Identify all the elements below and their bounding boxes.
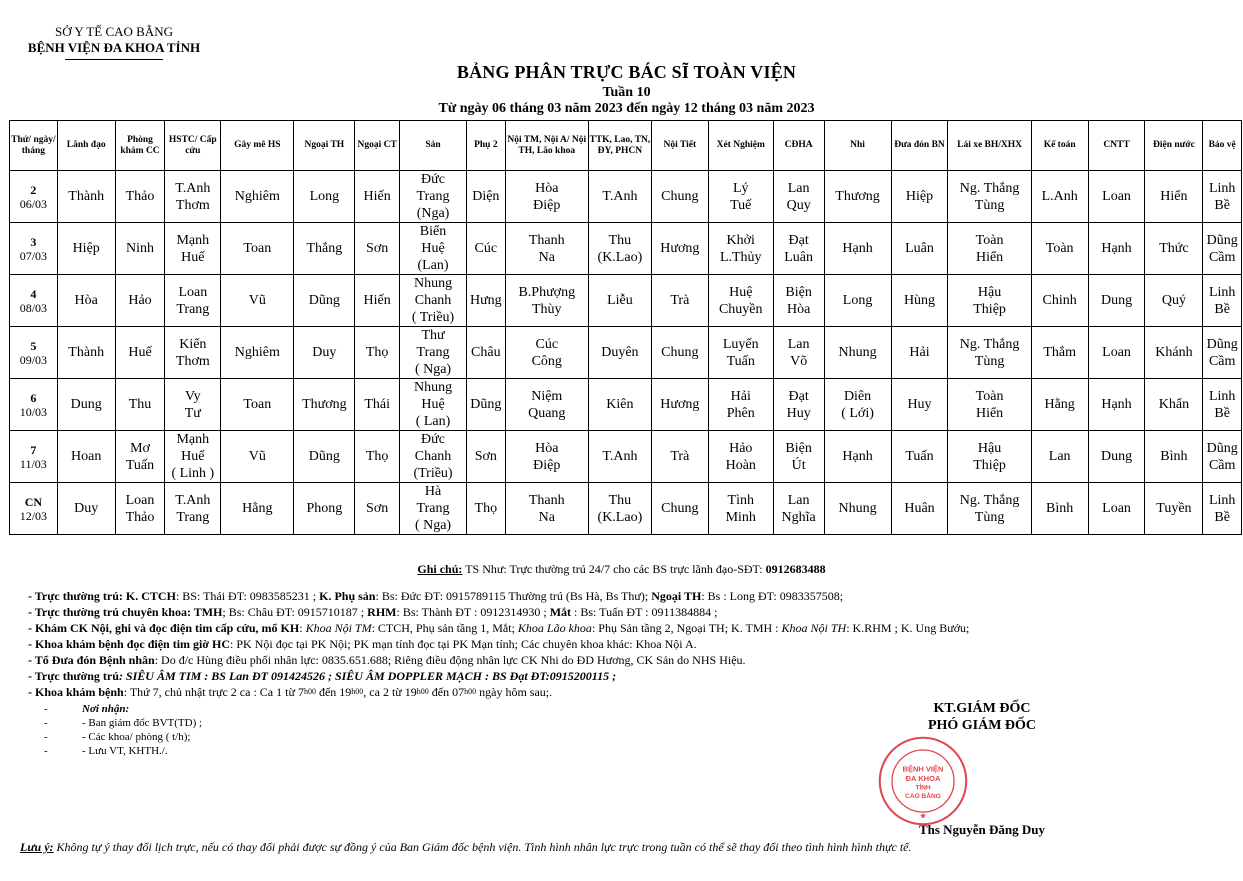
duty-cell: Kiển Thơm: [165, 327, 221, 379]
duty-cell: Thanh Na: [505, 223, 588, 275]
duty-cell: Mơ Tuấn: [115, 431, 165, 483]
duty-cell: Biện Út: [773, 431, 824, 483]
duty-cell: Toàn Hiển: [948, 223, 1031, 275]
duty-cell: Diên ( Lới): [824, 379, 891, 431]
note-7f: ngày hôm sau;.: [476, 685, 553, 699]
duty-cell: Sơn: [355, 483, 400, 535]
duty-cell: Hòa Điệp: [505, 171, 588, 223]
note-line-7: [28, 685, 552, 699]
note-line-2: [28, 605, 717, 619]
duty-cell: Chung: [651, 171, 708, 223]
duty-cell: Thương: [294, 379, 355, 431]
column-header: Ngoại TH: [294, 121, 355, 171]
weekday: 4: [30, 286, 37, 301]
note-6a: - Trực thường trú: [28, 669, 119, 683]
duty-cell: Hùng: [891, 275, 948, 327]
note-3b: :: [299, 621, 306, 635]
duty-cell: Loan Trang: [165, 275, 221, 327]
duty-cell: Chung: [651, 327, 708, 379]
column-header: Ngoại CT: [355, 121, 400, 171]
column-header: Điện nước: [1145, 121, 1203, 171]
duty-cell: Hảo: [115, 275, 165, 327]
duty-cell: Huế: [115, 327, 165, 379]
duty-cell: Tình Minh: [708, 483, 773, 535]
duty-cell: Hương: [651, 379, 708, 431]
table-row: [10, 327, 1242, 379]
note-3g: Khoa Nội TH: [781, 621, 847, 635]
note-7e: đến 07: [428, 685, 465, 699]
duty-cell: Cúc Công: [505, 327, 588, 379]
duty-cell: Thư Trang ( Nga): [400, 327, 467, 379]
hospital-name: BỆNH VIỆN ĐA KHOA TỈNH: [27, 40, 201, 55]
footer-label: Lưu ý:: [20, 840, 54, 854]
note-2d: : Bs: Thành ĐT : 0912314930 ;: [396, 605, 550, 619]
header-divider: [65, 59, 163, 60]
duty-cell: Chung: [651, 483, 708, 535]
date: 12/03: [19, 508, 48, 523]
duty-cell: Thắng: [294, 223, 355, 275]
footer-note: [20, 840, 912, 855]
table-row: [10, 379, 1242, 431]
duty-cell: Hạnh: [1088, 379, 1145, 431]
recipient-item: - Lưu VT, KHTH./.: [82, 745, 168, 757]
note-4b: : PK Nội đọc tại PK Nội; PK mạn tính đọc tại PK Mạn tính; Các chuyên khoa khác: Khoa Nội A.: [230, 637, 697, 651]
duty-cell: Hải: [891, 327, 948, 379]
day-cell: [10, 275, 58, 327]
column-header: Nhi: [824, 121, 891, 171]
seal-text-2: ĐA KHOA: [905, 774, 941, 783]
note-line-3: [28, 621, 969, 635]
duty-cell: Kiên: [588, 379, 651, 431]
duty-cell: Đức Trang (Nga): [400, 171, 467, 223]
recipient-item: - Ban giám đốc BVT(TD) ;: [82, 717, 203, 729]
duty-cell: Dũng: [294, 431, 355, 483]
duty-cell: Vũ: [221, 431, 294, 483]
column-header: Kế toán: [1031, 121, 1088, 171]
note-3a: - Khám CK Nội, ghi và đọc điện tim cấp cứu, mổ KH: [28, 621, 300, 635]
duty-cell: Lan Quy: [773, 171, 824, 223]
recipients-block: [44, 702, 202, 758]
note-2f: : Bs: Tuấn ĐT : 0911384884 ;: [571, 605, 718, 619]
column-header: Phòng khám CC: [115, 121, 165, 171]
duty-cell: Ng. Thắng Tùng: [948, 171, 1031, 223]
day-cell: [10, 431, 58, 483]
duty-cell: Thọ: [355, 327, 400, 379]
note-line-5: [28, 653, 746, 667]
column-header: Nội TM, Nội A/ Nội TH, Lão khoa: [505, 121, 588, 171]
duty-cell: Ng. Thắng Tùng: [948, 327, 1031, 379]
duty-cell: Toan: [221, 223, 294, 275]
column-header: Gây mê HS: [221, 121, 294, 171]
weekday: 6: [30, 390, 37, 405]
duty-cell: T.Anh Thơm: [165, 171, 221, 223]
svg-text:★: ★: [919, 810, 927, 821]
weekday: 7: [30, 442, 37, 457]
duty-cell: Sơn: [467, 431, 506, 483]
footer-text: Không tự ý thay đổi lịch trực, nếu có thay đổi phải được sự đồng ý của Ban Giám đốc bệnh viện. Tình hình nhân lực trực trong tuần có thể sẽ thay đổi theo tình hình hình thực tế.: [53, 840, 912, 854]
duty-cell: Duy: [294, 327, 355, 379]
recipient-dash: -: [44, 717, 48, 729]
duty-cell: Loan: [1088, 171, 1145, 223]
seal-text-3: TỈNH: [915, 784, 931, 792]
duty-cell: Trà: [651, 431, 708, 483]
weekday: CN: [24, 494, 43, 509]
duty-cell: Linh Bề: [1203, 171, 1242, 223]
duty-cell: Liễu: [588, 275, 651, 327]
ghichu-phone: 0912683488: [765, 562, 826, 576]
note-line-4: [28, 637, 697, 651]
column-header: Thứ/ ngày/ tháng: [10, 121, 58, 171]
duty-cell: Phong: [294, 483, 355, 535]
note-7-sup3: h00: [416, 687, 429, 696]
column-header: TTK, Lao, TN, ĐY, PHCN: [588, 121, 651, 171]
duty-cell: Thắm: [1031, 327, 1088, 379]
duty-cell: Hằng: [221, 483, 294, 535]
column-header: Lái xe BH/XHX: [948, 121, 1031, 171]
table-body: [10, 171, 1242, 535]
duty-cell: Nhung Huệ ( Lan): [400, 379, 467, 431]
duty-cell: Toàn: [1031, 223, 1088, 275]
duty-cell: Hậu Thiệp: [948, 275, 1031, 327]
title-block: [0, 62, 1243, 117]
day-cell: [10, 483, 58, 535]
duty-cell: Nghiêm: [221, 327, 294, 379]
duty-cell: Huy: [891, 379, 948, 431]
duty-cell: Hòa Điệp: [505, 431, 588, 483]
duty-cell: Hảo Hoàn: [708, 431, 773, 483]
duty-cell: Khánh: [1145, 327, 1203, 379]
duty-cell: Biện Hòa: [773, 275, 824, 327]
duty-cell: Thái: [355, 379, 400, 431]
column-header: Bảo vệ: [1203, 121, 1242, 171]
note-2b: ; Bs: Châu ĐT: 0915710187 ;: [222, 605, 368, 619]
duty-cell: Thu (K.Lao): [588, 483, 651, 535]
day-cell: [10, 327, 58, 379]
column-header: CNTT: [1088, 121, 1145, 171]
duty-cell: Hằng: [1031, 379, 1088, 431]
date: 06/03: [19, 196, 48, 211]
signer-name: Ths Nguyễn Đăng Duy: [918, 822, 1046, 837]
duty-cell: Hoan: [57, 431, 115, 483]
duty-cell: Biển Huệ (Lan): [400, 223, 467, 275]
ghichu-line: [0, 562, 1243, 577]
duty-cell: Linh Bề: [1203, 275, 1242, 327]
duty-cell: Dũng Cầm: [1203, 431, 1242, 483]
duty-cell: Lý Tuế: [708, 171, 773, 223]
column-header: Phụ 2: [467, 121, 506, 171]
note-line-1: [28, 589, 843, 603]
duty-cell: Luân: [891, 223, 948, 275]
note-7-sup1: h00: [303, 687, 316, 696]
table-row: [10, 431, 1242, 483]
note-6b: : SIÊU ÂM TIM : BS Lan ĐT 091424526 ; SIÊU ÂM DOPPLER MẠCH : BS Đạt ĐT:0915200115 ;: [118, 669, 617, 683]
duty-cell: Toan: [221, 379, 294, 431]
duty-cell: Dũng Cầm: [1203, 223, 1242, 275]
duty-cell: Hưng: [467, 275, 506, 327]
duty-cell: Thu: [115, 379, 165, 431]
column-header: HSTC/ Cấp cứu: [165, 121, 221, 171]
duty-cell: Lan Nghĩa: [773, 483, 824, 535]
duty-cell: B.Phượng Thùy: [505, 275, 588, 327]
date-range: Từ ngày 06 tháng 03 năm 2023 đến ngày 12 tháng 03 năm 2023: [438, 101, 815, 116]
column-header: Nội Tiết: [651, 121, 708, 171]
duty-cell: Nhung: [824, 327, 891, 379]
duty-cell: Hòa: [57, 275, 115, 327]
recipient-dash: -: [44, 703, 48, 715]
note-2c: RHM: [367, 605, 397, 619]
duty-cell: Ng. Thắng Tùng: [948, 483, 1031, 535]
note-4a: - Khoa khám bệnh đọc điện tim giờ HC: [28, 637, 231, 651]
duty-cell: Đạt Huy: [773, 379, 824, 431]
duty-cell: Dung: [1088, 431, 1145, 483]
duty-cell: Hà Trang ( Nga): [400, 483, 467, 535]
duty-cell: Thọ: [355, 431, 400, 483]
duty-cell: Long: [294, 171, 355, 223]
note-7c: đến 19: [315, 685, 352, 699]
note-2e: Mắt: [549, 605, 572, 619]
duty-cell: Hiến: [355, 275, 400, 327]
table-row: [10, 483, 1242, 535]
duty-cell: Loan: [1088, 327, 1145, 379]
date: 11/03: [19, 456, 47, 471]
note-7-sup4: h00: [464, 687, 477, 696]
duty-cell: Hương: [651, 223, 708, 275]
date: 08/03: [19, 300, 48, 315]
duty-cell: Nghiêm: [221, 171, 294, 223]
duty-cell: Nhung Chanh ( Triều): [400, 275, 467, 327]
recipient-item: - Các khoa/ phòng ( t/h);: [82, 731, 191, 743]
duty-cell: Quý: [1145, 275, 1203, 327]
note-3e: Khoa Lão khoa: [517, 621, 592, 635]
note-1b: : BS: Thái ĐT: 0983585231 ;: [175, 589, 320, 603]
duty-cell: Hạnh: [824, 431, 891, 483]
duty-cell: Nhung: [824, 483, 891, 535]
department-name: SỞ Y TẾ CAO BẰNG: [55, 24, 173, 39]
hospital-seal-icon: [876, 734, 970, 828]
note-7a: - Khoa khám bệnh: [28, 685, 124, 699]
duty-cell: Bình: [1145, 431, 1203, 483]
duty-cell: Tuyền: [1145, 483, 1203, 535]
duty-cell: Chinh: [1031, 275, 1088, 327]
note-7-sup2: h00: [351, 687, 364, 696]
duty-cell: Thảo: [115, 171, 165, 223]
duty-cell: Hạnh: [1088, 223, 1145, 275]
duty-cell: Toàn Hiển: [948, 379, 1031, 431]
duty-cell: Hạnh: [824, 223, 891, 275]
duty-cell: Khởi L.Thủy: [708, 223, 773, 275]
duty-cell: Đạt Luân: [773, 223, 824, 275]
duty-cell: Linh Bề: [1203, 483, 1242, 535]
date: 10/03: [19, 404, 48, 419]
note-3d: : CTCH, Phụ sản tầng 1, Mắt;: [371, 621, 518, 635]
duty-cell: Huệ Chuyền: [708, 275, 773, 327]
signature-title: KT.GIÁM ĐỐC: [933, 701, 1031, 716]
duty-cell: Hiến: [355, 171, 400, 223]
column-header: Xét Nghiệm: [708, 121, 773, 171]
column-header: Đưa đón BN: [891, 121, 948, 171]
duty-cell: Dũng Cầm: [1203, 327, 1242, 379]
duty-cell: Vũ: [221, 275, 294, 327]
duty-cell: Mạnh Huế: [165, 223, 221, 275]
weekday: 5: [30, 338, 37, 353]
date: 07/03: [19, 248, 48, 263]
duty-cell: Loan Thảo: [115, 483, 165, 535]
duty-cell: Hậu Thiệp: [948, 431, 1031, 483]
note-5a: - Tổ Đưa đón Bệnh nhân: [28, 653, 155, 667]
week-label: Tuần 10: [602, 85, 651, 100]
duty-cell: Hiển: [1145, 171, 1203, 223]
duty-cell: Duyên: [588, 327, 651, 379]
duty-cell: Long: [824, 275, 891, 327]
note-1e: Ngoại TH: [651, 589, 702, 603]
note-7d: , ca 2 từ 19: [363, 685, 417, 699]
duty-cell: Dung: [57, 379, 115, 431]
duty-cell: Lan: [1031, 431, 1088, 483]
duty-cell: T.Anh: [588, 171, 651, 223]
note-5b: : Do đ/c Hùng điều phối nhân lực: 0835.651.688; Riêng điều động nhân lực CK Nhi do ĐD Hương, CK Sản do NHS Hiệu.: [154, 653, 746, 667]
duty-cell: Luyến Tuấn: [708, 327, 773, 379]
table-row: [10, 223, 1242, 275]
duty-cell: Ninh: [115, 223, 165, 275]
seal-text-1: BỆNH VIỆN: [902, 764, 944, 774]
duty-cell: Đức Chanh (Triều): [400, 431, 467, 483]
table-row: [10, 275, 1242, 327]
duty-cell: Tuấn: [891, 431, 948, 483]
note-1d: : Bs: Đức ĐT: 0915789115 Thường trú (Bs Hà, Bs Thư);: [375, 589, 652, 603]
duty-cell: Lan Võ: [773, 327, 824, 379]
table-header-row: [10, 121, 1242, 171]
note-1c: K. Phụ sản: [319, 589, 376, 603]
duty-roster-table: [9, 120, 1242, 535]
duty-cell: Thu (K.Lao): [588, 223, 651, 275]
date: 09/03: [19, 352, 48, 367]
day-cell: [10, 171, 58, 223]
duty-cell: Thành: [57, 327, 115, 379]
duty-cell: Linh Bề: [1203, 379, 1242, 431]
duty-cell: L.Anh: [1031, 171, 1088, 223]
duty-cell: Diện: [467, 171, 506, 223]
duty-cell: Sơn: [355, 223, 400, 275]
duty-cell: Châu: [467, 327, 506, 379]
duty-cell: Trà: [651, 275, 708, 327]
note-3c: Khoa Nội TM: [305, 621, 372, 635]
page-title: BẢNG PHÂN TRỰC BÁC SĨ TOÀN VIỆN: [456, 62, 797, 82]
note-7b: : Thứ 7, chủ nhật trực 2 ca : Ca 1 từ 7: [123, 685, 304, 699]
day-cell: [10, 379, 58, 431]
table-row: [10, 171, 1242, 223]
recipient-dash: -: [44, 731, 48, 743]
signature-subtitle: PHÓ GIÁM ĐỐC: [927, 718, 1037, 733]
signature-block: [862, 700, 1102, 837]
note-1a: - Trực thường trú: K. CTCH: [28, 589, 176, 603]
column-header: Sản: [400, 121, 467, 171]
recipient-dash: -: [44, 745, 48, 757]
duty-cell: Hải Phên: [708, 379, 773, 431]
note-1f: : Bs : Long ĐT: 0983357508;: [701, 589, 844, 603]
ghichu-text: TS Như: Trực thường trú 24/7 cho các BS trực lãnh đạo-SĐT:: [462, 562, 766, 576]
recipients-title: Nơi nhận:: [82, 703, 130, 715]
duty-cell: Cúc: [467, 223, 506, 275]
note-2a: - Trực thường trú chuyên khoa: TMH: [28, 605, 223, 619]
duty-cell: Dũng: [294, 275, 355, 327]
note-line-6: [28, 669, 616, 683]
day-cell: [10, 223, 58, 275]
duty-cell: Thức: [1145, 223, 1203, 275]
duty-cell: Thọ: [467, 483, 506, 535]
duty-cell: Thương: [824, 171, 891, 223]
duty-cell: Vy Tư: [165, 379, 221, 431]
duty-cell: Huân: [891, 483, 948, 535]
duty-cell: Mạnh Huế ( Linh ): [165, 431, 221, 483]
duty-cell: Hiệp: [891, 171, 948, 223]
duty-cell: Niệm Quang: [505, 379, 588, 431]
document-header: [14, 24, 214, 60]
duty-cell: Thành: [57, 171, 115, 223]
duty-cell: T.Anh Trang: [165, 483, 221, 535]
duty-cell: Loan: [1088, 483, 1145, 535]
note-3h: : K.RHM ; K. Ung Bướu;: [846, 621, 970, 635]
ghichu-label: Ghi chú:: [417, 562, 463, 576]
column-header: Lãnh đạo: [57, 121, 115, 171]
duty-cell: Duy: [57, 483, 115, 535]
seal-text-4: CAO BẰNG: [905, 792, 941, 800]
duty-cell: Bình: [1031, 483, 1088, 535]
note-3f: : Phụ Sản tầng 2, Ngoại TH; K. TMH :: [591, 621, 782, 635]
duty-cell: Dung: [1088, 275, 1145, 327]
duty-cell: Khẩn: [1145, 379, 1203, 431]
duty-cell: Thanh Na: [505, 483, 588, 535]
column-header: CĐHA: [773, 121, 824, 171]
duty-cell: Hiệp: [57, 223, 115, 275]
duty-cell: T.Anh: [588, 431, 651, 483]
weekday: 3: [30, 234, 37, 249]
weekday: 2: [30, 182, 37, 197]
duty-cell: Dũng: [467, 379, 506, 431]
